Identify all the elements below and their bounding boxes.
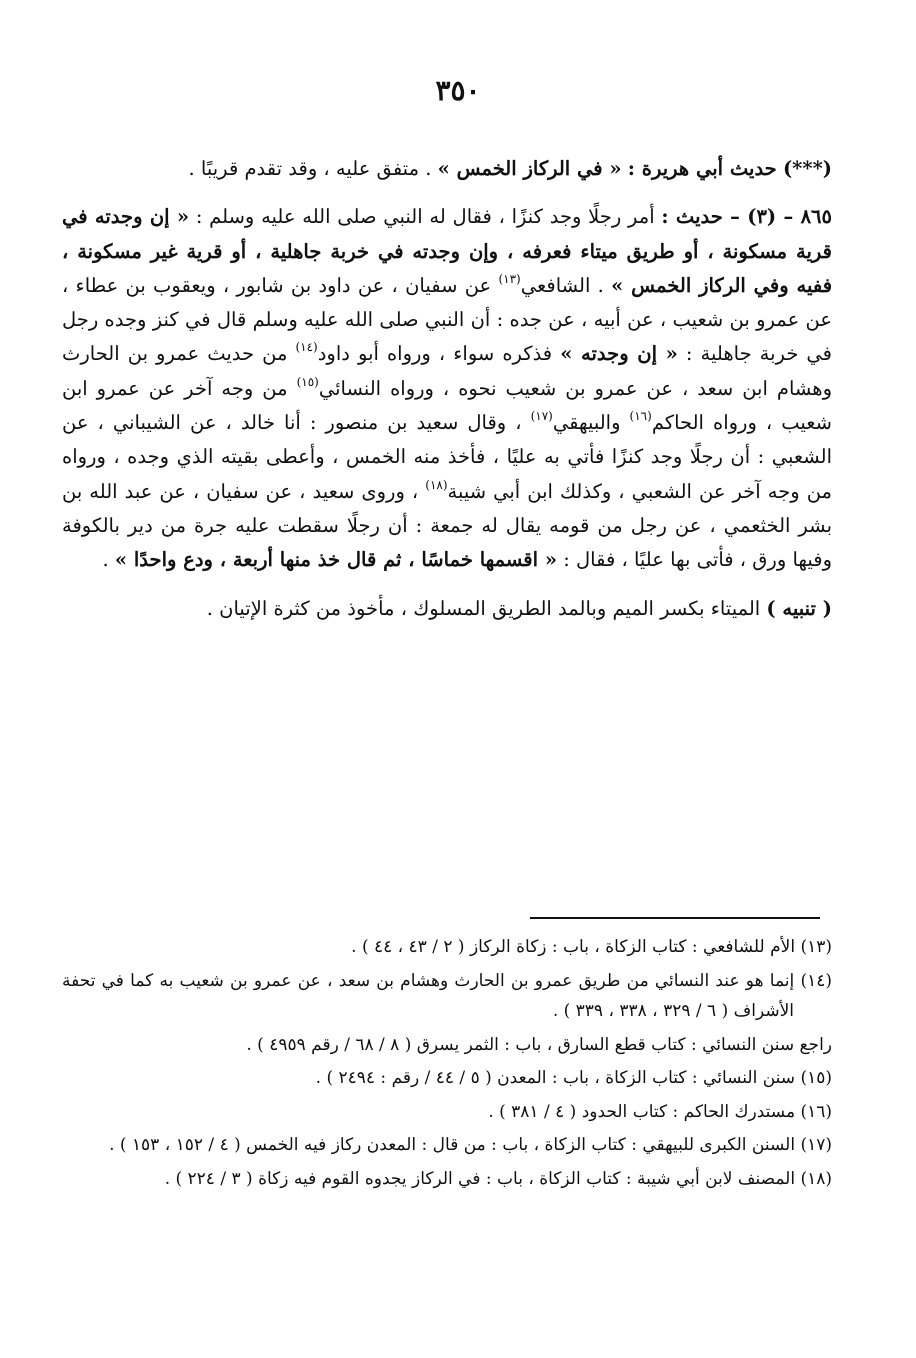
page-number: ٣٥٠ xyxy=(435,74,481,107)
footnote-13: (١٣) الأم للشافعي : كتاب الزكاة ، باب : زكاة الركاز ( ٢ / ٤٣ ، ٤٤ ) . xyxy=(351,937,832,957)
paragraph-text: ، وروى سعيد ، عن سفيان ، عن عبد الله بن بشر الخثعمي ، عن رجل من قومه يقال له جمعة : أن رجلًا سقطت عليه جرة من دير بالكوفة وفيها ورق ، فأتى بها عليًا ، فقال : xyxy=(62,479,832,572)
footnote-ref-14[interactable]: (١٤) xyxy=(295,340,318,355)
footnote-ref-15[interactable]: (١٥) xyxy=(296,374,319,389)
paragraph-text: فذكره سواء ، ورواه أبو داود xyxy=(317,342,553,366)
hadith-quote: « في الركاز الخمس » xyxy=(437,157,622,180)
footnote-divider xyxy=(530,917,820,919)
footnote-18: (١٨) المصنف لابن أبي شيبة : كتاب الزكاة ، باب : في الركاز يجدوه القوم فيه زكاة ( ٣ / ٢٢٤ ) . xyxy=(164,1168,832,1189)
main-text xyxy=(62,152,832,626)
paragraph-text: من حديث عمرو بن الحارث وهشام ابن سعد ، عن عمرو بن شعيب نحوه ، ورواه النسائي xyxy=(62,342,832,400)
paragraph-text: أمر رجلًا وجد كنزًا ، فقال له النبي صلى الله عليه وسلم : xyxy=(195,205,655,229)
note-label: ( تنبيه ) xyxy=(766,596,832,620)
hadith-number-label: ٨٦٥ – (٣) – حديث : xyxy=(661,205,832,229)
footnote-ref-17[interactable]: (١٧) xyxy=(530,409,553,424)
paragraph-text: . الشافعي xyxy=(520,273,604,297)
footnote-ref-16[interactable]: (١٦) xyxy=(629,409,652,424)
paragraph-note xyxy=(62,592,832,626)
paragraph-hadith-abu-hurayra xyxy=(62,152,832,186)
footnotes xyxy=(62,932,832,1197)
footnote-14: (١٤) إنما هو عند النسائي من طريق عمرو بن الحارث وهشام بن سعد ، عن عمرو بن شعيب به كما في تحفة الأشراف ( ٦ / ٣٢٩ ، ٣٣٨ ، ٣٣٩ ) . xyxy=(62,970,832,1021)
paragraph-text: . متفق عليه ، وقد تقدم قريبًا . xyxy=(188,157,432,180)
paragraph-text: الميتاء بكسر الميم وبالمد الطريق المسلوك ، مأخوذ من كثرة الإتيان . xyxy=(206,596,761,620)
paragraph-text: والبيهقي xyxy=(552,411,621,435)
paragraph-text: . xyxy=(102,548,109,572)
footnote-17: (١٧) السنن الكبرى للبيهقي : كتاب الزكاة ، باب : من قال : المعدن ركاز فيه الخمس ( ٤ / ١٥٢ ، ١٥٣ ) . xyxy=(109,1135,832,1155)
hadith-quote: « إن وجدته » xyxy=(560,342,678,366)
footnote-15: (١٥) سنن النسائي : كتاب الزكاة ، باب : المعدن ( ٥ / ٤٤ / رقم : ٢٤٩٤ ) . xyxy=(315,1068,832,1088)
paragraph-text: من وجه آخر عن عمرو ابن شعيب ، ورواه الحاكم xyxy=(62,376,832,435)
footnote-ref-13[interactable]: (١٣) xyxy=(498,271,521,286)
footnote-ref-18[interactable]: (١٨) xyxy=(425,477,448,492)
paragraph-hadith-865 xyxy=(62,200,832,577)
hadith-quote: « اقسمها خماسًا ، ثم قال خذ منها أربعة ، ودع واحدًا » xyxy=(114,548,558,572)
hadith-label: حديث أبي هريرة : xyxy=(627,157,777,180)
footnote-14-continued: راجع سنن النسائي : كتاب قطع السارق ، باب : الثمر يسرق ( ٨ / ٦٨ / رقم ٤٩٥٩ ) . xyxy=(246,1034,832,1055)
paragraph-text: عن سفيان ، عن داود بن شابور ، ويعقوب بن عطاء ، عن عمرو بن شعيب ، عن أبيه ، عن جده : أن النبي صلى الله عليه وسلم قال في كنز وجده رجل في خربة جاهلية : xyxy=(62,273,833,366)
footnote-16: (١٦) مستدرك الحاكم : كتاب الحدود ( ٤ / ٣٨١ ) . xyxy=(488,1101,832,1122)
reference-mark: (***) xyxy=(782,157,832,180)
paragraph-text: ، وقال سعيد بن منصور : أنا خالد ، عن الشيباني ، عن الشعبي : أن رجلًا وجد كنزًا فأتي به عليًا ، فأخذ منه الخمس ، وأعطى بقيته الذي وجده ، ورواه من وجه آخر عن الشعبي ، وكذلك ابن أبي شيبة xyxy=(62,411,832,503)
hadith-quote: « إن وجدته في قرية مسكونة ، أو طريق ميتاء فعرفه ، وإن وجدته في خربة جاهلية ، أو قرية غير مسكونة ، ففيه وفي الركاز الخمس » xyxy=(62,205,833,297)
